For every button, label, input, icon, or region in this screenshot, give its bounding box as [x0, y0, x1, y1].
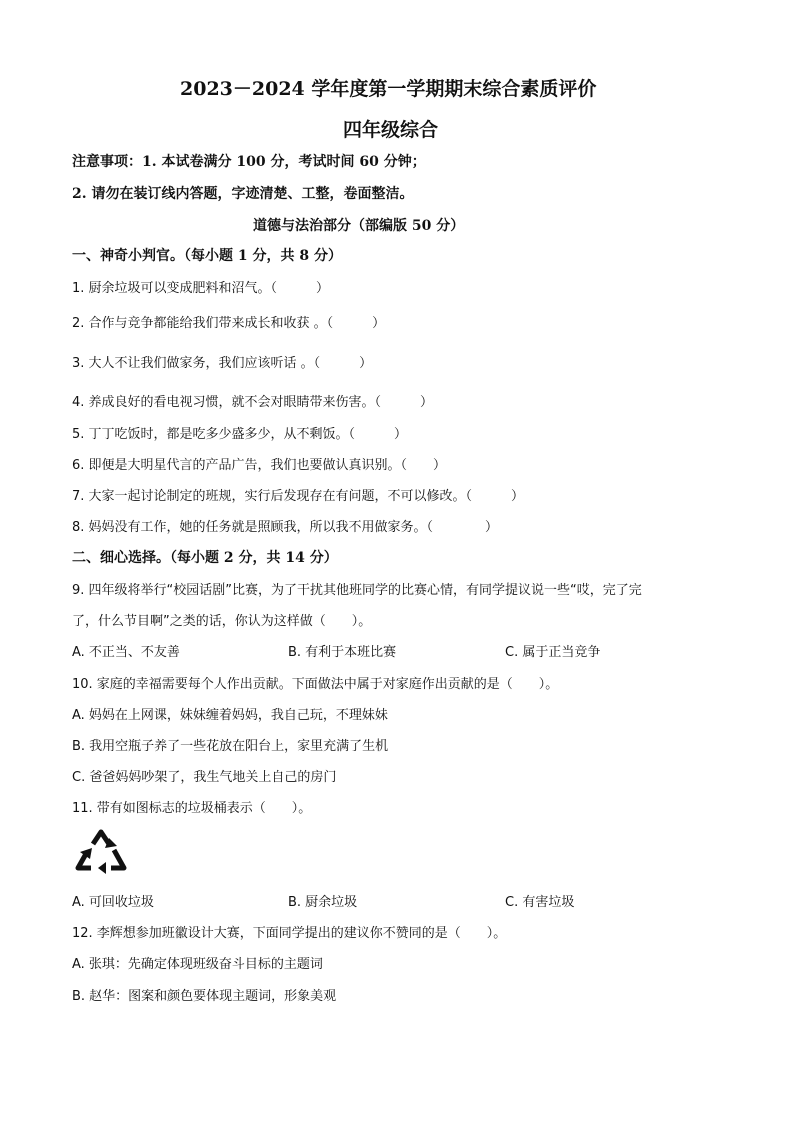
q9-option-b: B. 有利于本班比赛: [288, 645, 397, 660]
section1-heading: 一、神奇小判官。（每小题 1 分，共 8 分）: [72, 248, 342, 264]
question-8: 8. 妈妈没有工作，她的任务就是照顾我，所以我不用做家务。（ ）: [72, 520, 499, 535]
question-5: 5. 丁丁吃饭时，都是吃多少盛多少，从不剩饭。（ ）: [72, 427, 408, 442]
q10-option-c: C. 爸爸妈妈吵架了，我生气地关上自己的房门: [72, 770, 337, 785]
question-4: 4. 养成良好的看电视习惯，就不会对眼睛带来伤害。（ ）: [72, 395, 434, 410]
question-10: 10. 家庭的幸福需要每个人作出贡献。下面做法中属于对家庭作出贡献的是（ ）。: [72, 677, 559, 692]
question-7: 7. 大家一起讨论制定的班规，实行后发现存在有问题，不可以修改。（ ）: [72, 489, 525, 504]
page-subtitle: 四年级综合: [343, 119, 439, 141]
q11-option-b: B. 厨余垃圾: [288, 895, 358, 910]
notes-line-1: 注意事项：1. 本试卷满分 100 分，考试时间 60 分钟；: [72, 154, 426, 170]
q12-option-a: A. 张琪：先确定体现班级奋斗目标的主题词: [72, 957, 323, 972]
q11-option-c: C. 有害垃圾: [505, 895, 575, 910]
question-1: 1. 厨余垃圾可以变成肥料和沼气。（ ）: [72, 281, 330, 296]
q11-option-a: A. 可回收垃圾: [72, 895, 154, 910]
section2-heading: 二、细心选择。（每小题 2 分，共 14 分）: [72, 550, 338, 566]
question-2: 2. 合作与竞争都能给我们带来成长和收获 。（ ）: [72, 316, 386, 331]
q9-option-c: C. 属于正当竞争: [505, 645, 601, 660]
question-9-line-1: 9. 四年级将举行“校园话剧”比赛，为了干扰其他班同学的比赛心情，有同学提议说一些“哎，完了完: [72, 583, 642, 598]
q12-option-b: B. 赵华：图案和颜色要体现主题词，形象美观: [72, 989, 337, 1004]
question-12: 12. 李辉想参加班徽设计大赛，下面同学提出的建议你不赞同的是（ ）。: [72, 926, 507, 941]
question-6: 6. 即便是大明星代言的产品广告，我们也要做认真识别。（ ）: [72, 458, 447, 473]
question-11: 11. 带有如图标志的垃圾桶表示（ ）。: [72, 801, 312, 816]
question-9-line-2: 了，什么节目啊”之类的话，你认为这样做（ ）。: [72, 614, 372, 629]
question-3: 3. 大人不让我们做家务，我们应该听话 。（ ）: [72, 356, 373, 371]
q10-option-b: B. 我用空瓶子养了一些花放在阳台上，家里充满了生机: [72, 739, 389, 754]
notes-line-2: 2. 请勿在装订线内答题，字迹清楚、工整，卷面整洁。: [72, 186, 414, 202]
part-title: 道德与法治部分（部编版 50 分）: [253, 218, 465, 234]
recycle-icon: [74, 828, 128, 876]
q9-option-a: A. 不正当、不友善: [72, 645, 180, 660]
q10-option-a: A. 妈妈在上网课，妹妹缠着妈妈，我自己玩，不理妹妹: [72, 708, 388, 723]
page-title: 2023－2024 学年度第一学期期末综合素质评价: [180, 78, 597, 100]
